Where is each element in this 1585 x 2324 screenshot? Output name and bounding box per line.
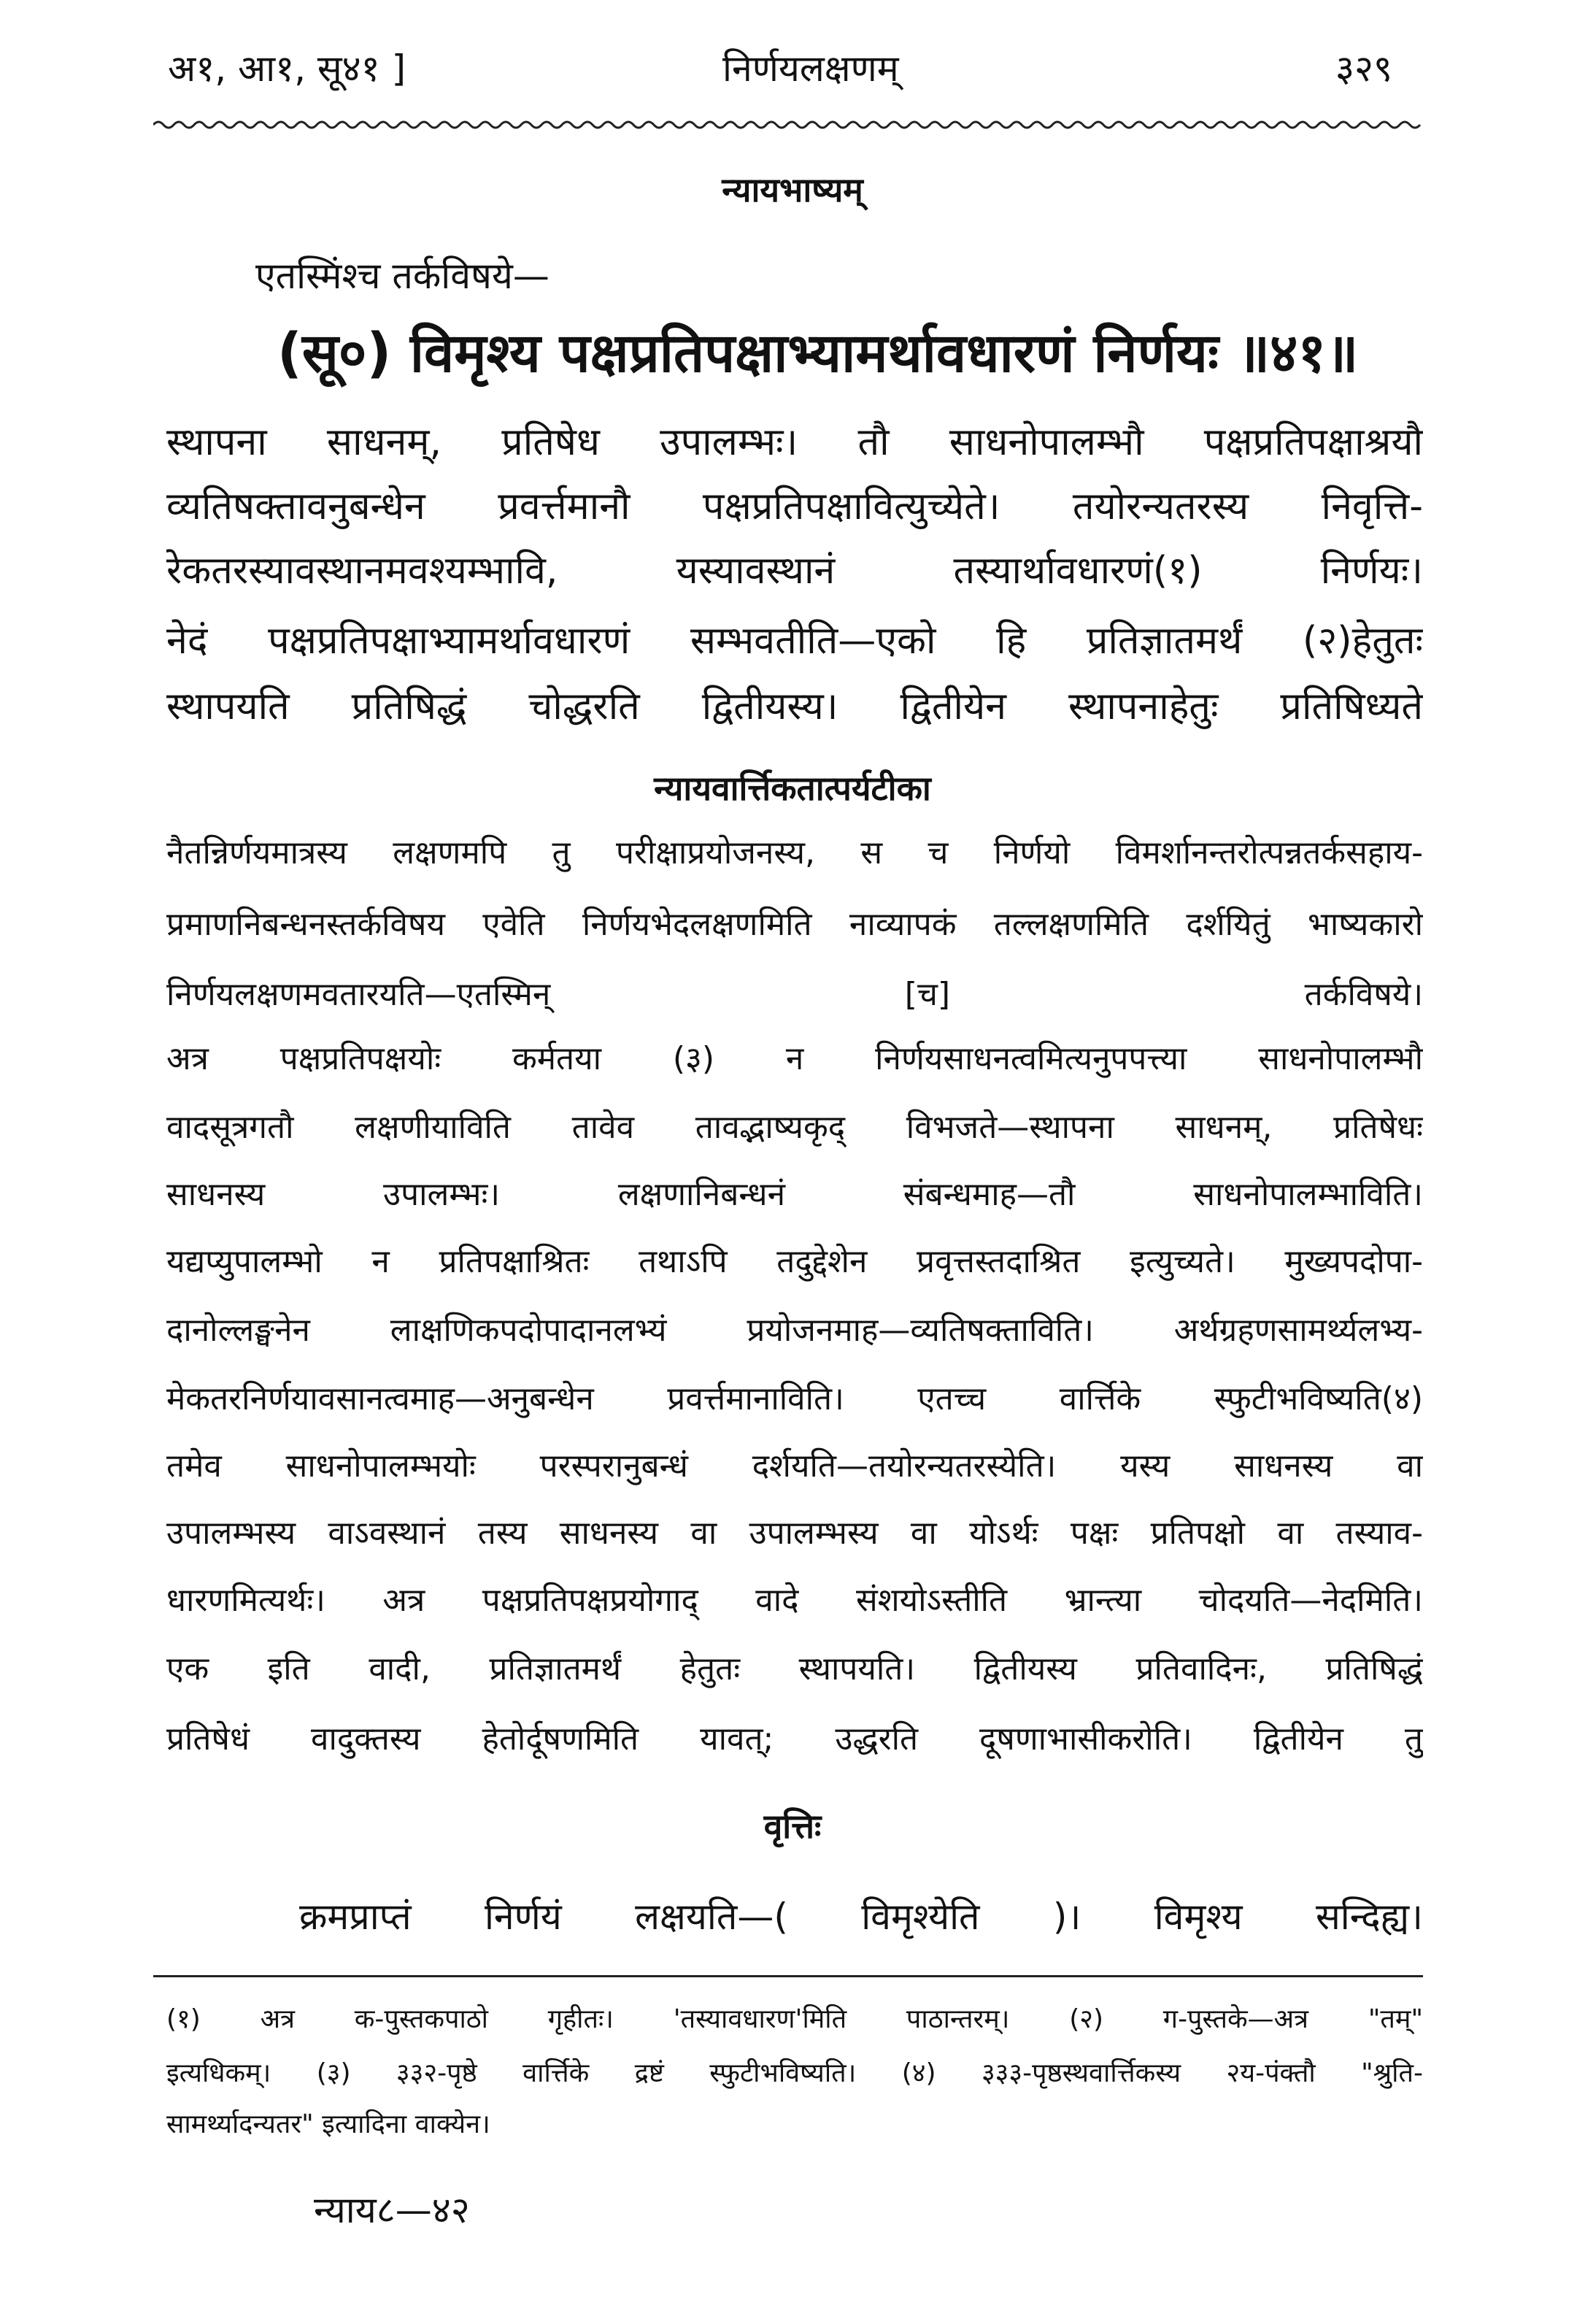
- tika-line: यद्यप्युपालम्भो न प्रतिपक्षाश्रितः तथाऽपि तदुद्देशेन प्रवृत्तस्तदाश्रित इत्युच्यते। मुख्यपदोपा-: [166, 1243, 1423, 1280]
- section-heading-tika: न्यायवार्त्तिकतात्पर्यटीका: [654, 769, 931, 808]
- tika-line: प्रमाणनिबन्धनस्तर्कविषय एवेति निर्णयभेदलक्षणमिति नाव्यापकं तल्लक्षणमिति दर्शयितुं भाष्यकारो: [166, 906, 1423, 943]
- section-heading-bhasya: न्यायभाष्यम्: [722, 170, 863, 209]
- tika-line: एक इति वादी, प्रतिज्ञातमर्थं हेतुतः स्थापयति। द्वितीयस्य प्रतिवादिनः, प्रतिषिद्धं: [166, 1650, 1423, 1688]
- page-number: ३२९: [1335, 47, 1392, 90]
- tika-line: धारणमित्यर्थः। अत्र पक्षप्रतिपक्षप्रयोगाद् वादे संशयोऽस्तीति भ्रान्त्या चोदयति—नेदमिति।: [166, 1582, 1423, 1619]
- bhasya-line: नेदं पक्षप्रतिपक्षाभ्यामर्थावधारणं सम्भवतीति—एको हि प्रतिज्ञातमर्थं (२)हेतुतः: [166, 619, 1423, 663]
- section-heading-vrtti: वृत्तिः: [763, 1807, 822, 1846]
- vrtti-line: क्रमप्राप्तं निर्णयं लक्षयति—( विमृश्येति )। विमृश्य सन्दिह्य।: [299, 1896, 1423, 1938]
- bhasya-line: व्यतिषक्तावनुबन्धेन प्रवर्त्तमानौ पक्षप्रतिपक्षावित्युच्येते। तयोरन्यतरस्य निवृत्ति-: [166, 485, 1423, 528]
- bhasya-line: रेकतरस्यावस्थानमवश्यम्भावि, यस्यावस्थानं तस्यार्थावधारणं(१) निर्णयः।: [166, 549, 1423, 593]
- footnote-line: इत्यधिकम्। (३) ३३२-पृष्ठे वार्त्तिके द्रष्टं स्फुटीभविष्यति। (४) ३३३-पृष्ठस्थवार्त्तिकस्य २य-पंक्तौ "श्रुति-: [166, 2058, 1423, 2088]
- tika-line: तमेव साधनोपालम्भयोः परस्परानुबन्धं दर्शयति—तयोरन्यतरस्येति। यस्य साधनस्य वा: [166, 1447, 1423, 1485]
- running-header-title: निर्णयलक्षणम्: [722, 47, 899, 90]
- tika-line: निर्णयलक्षणमवतारयति—एतस्मिन् [च] तर्कविषये।: [166, 976, 1423, 1013]
- tika-line: प्रतिषेधं वादुक्तस्य हेतोर्दूषणमिति यावत्; उद्धरति दूषणाभासीकरोति। द्वितीयेन तु: [166, 1720, 1423, 1758]
- sutra-text: (सू०) विमृश्य पक्षप्रतिपक्षाभ्यामर्थावधारणं निर्णयः ॥४१॥: [277, 322, 1359, 385]
- bhasya-line: स्थापयति प्रतिषिद्धं चोद्धरति द्वितीयस्य। द्वितीयेन स्थापनाहेतुः प्रतिषिध्यते: [166, 685, 1423, 728]
- tika-line: साधनस्य उपालम्भः। लक्षणानिबन्धनं संबन्धमाह—तौ साधनोपालम्भाविति।: [166, 1176, 1423, 1213]
- tika-line: उपालम्भस्य वाऽवस्थानं तस्य साधनस्य वा उपालम्भस्य वा योऽर्थः पक्षः प्रतिपक्षो वा तस्याव-: [166, 1515, 1423, 1552]
- tika-line: दानोल्लङ्घनेन लाक्षणिकपदोपादानलभ्यं प्रयोजनमाह—व्यतिषक्ताविति। अर्थग्रहणसामर्थ्यलभ्य-: [166, 1312, 1423, 1349]
- bhasya-line: स्थापना साधनम्, प्रतिषेध उपालम्भः। तौ साधनोपालम्भौ पक्षप्रतिपक्षाश्रयौ: [166, 420, 1423, 464]
- wavy-header-rule: [153, 117, 1423, 133]
- tika-line: अत्र पक्षप्रतिपक्षयोः कर्मतया (३) न निर्णयसाधनत्वमित्यनुपपत्त्या साधनोपालम्भौ: [166, 1040, 1423, 1077]
- tika-line: नैतन्निर्णयमात्रस्य लक्षणमपि तु परीक्षाप्रयोजनस्य, स च निर्णयो विमर्शानन्तरोत्पन्नतर्कसहाय-: [166, 834, 1423, 872]
- running-header-reference: अ१, आ१, सू४१ ]: [168, 47, 406, 90]
- footnote-rule: [153, 1975, 1423, 1977]
- tika-line: मेकतरनिर्णयावसानत्वमाह—अनुबन्धेन प्रवर्त्तमानाविति। एतच्च वार्त्तिके स्फुटीभविष्यति(४): [166, 1380, 1423, 1417]
- bhasya-intro: एतस्मिंश्च तर्कविषये—: [255, 255, 549, 297]
- footnote-line: सामर्थ्यादन्यतर" इत्यादिना वाक्येन।: [166, 2109, 490, 2139]
- footnote-line: (१) अत्र क-पुस्तकपाठो गृहीतः। 'तस्यावधारण'मिति पाठान्तरम्। (२) ग-पुस्तके—अत्र "तम्": [166, 2004, 1423, 2034]
- tika-line: वादसूत्रगतौ लक्षणीयाविति तावेव तावद्भाष्यकृद् विभजते—स्थापना साधनम्, प्रतिषेधः: [166, 1109, 1423, 1146]
- printer-signature-mark: न्याय८—४२: [314, 2189, 470, 2231]
